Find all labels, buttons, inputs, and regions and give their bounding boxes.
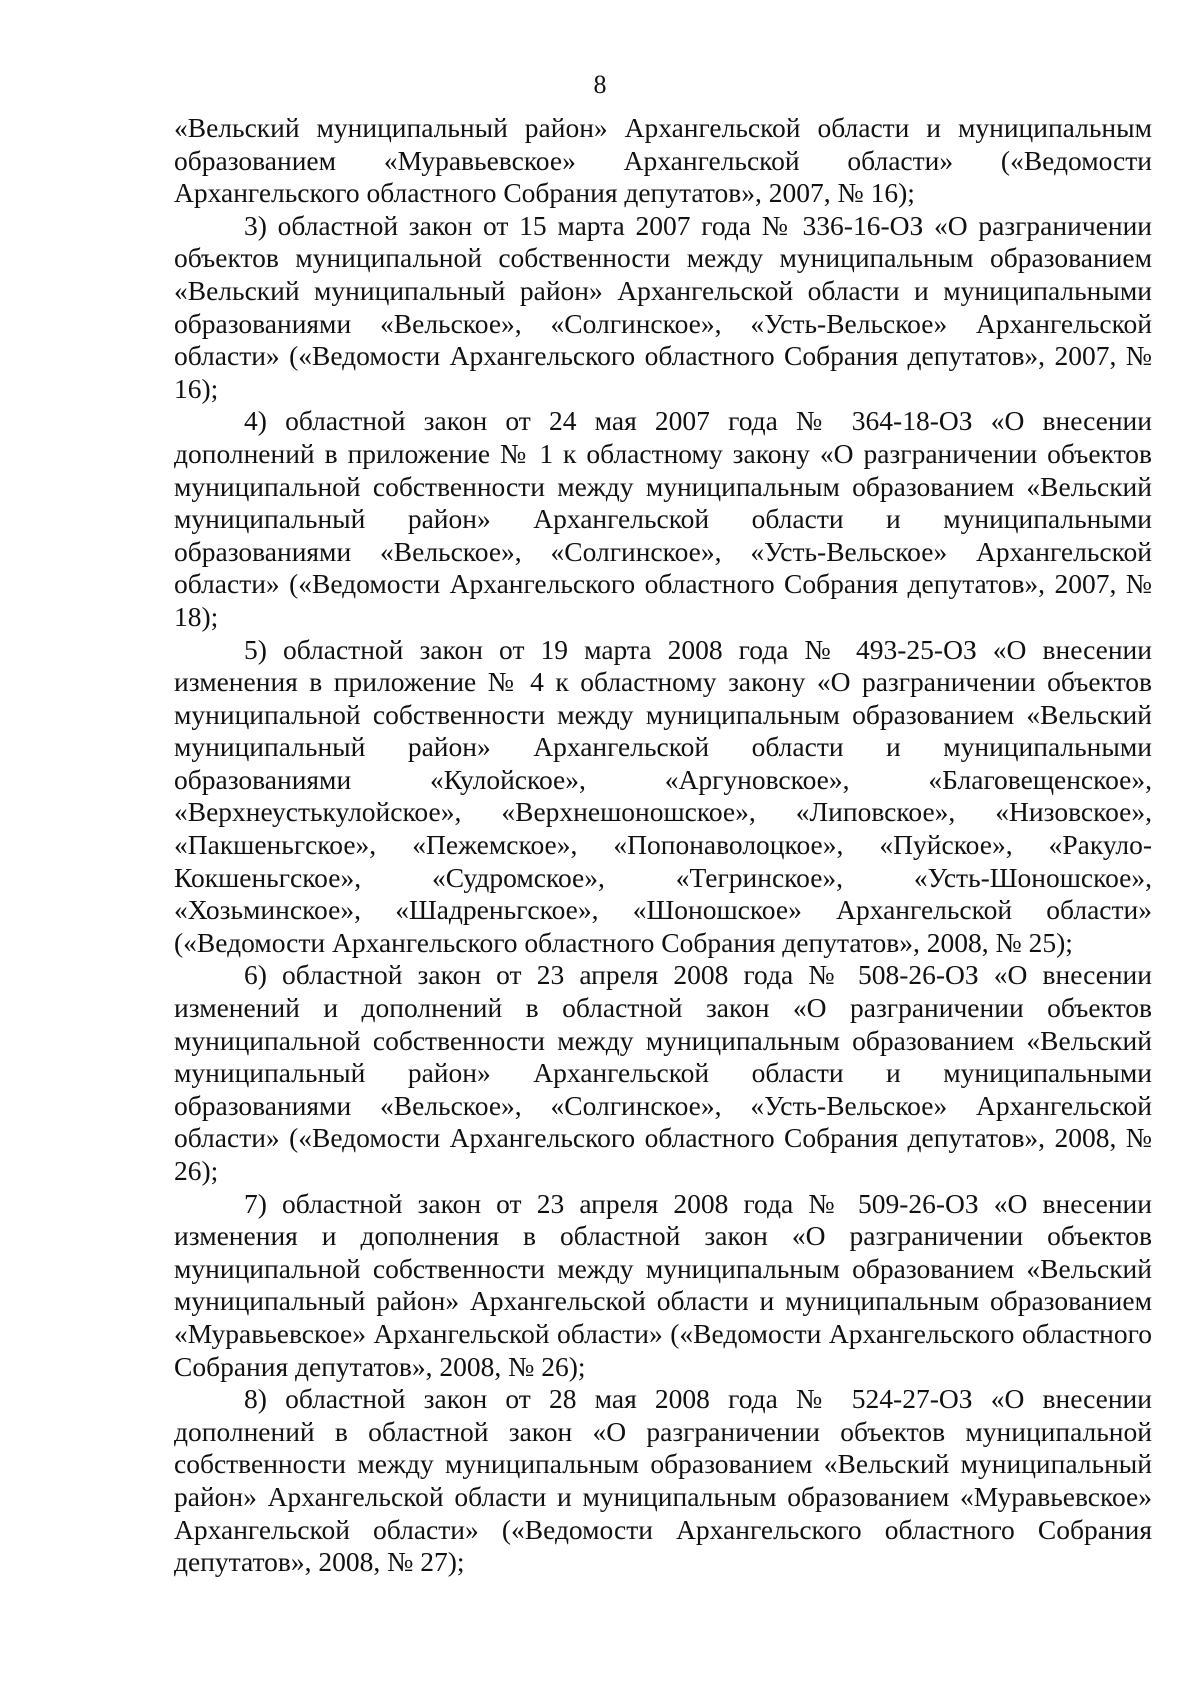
paragraph-item-8: 8) областной закон от 28 мая 2008 года № 524-27-ОЗ «О внесении дополнений в областной закон «О разграничении объектов муниципальной собственности между муниципальным образованием «Вельский муниципальный район» Архангельской области и муниципальным образованием «Муравьевское» Архангельской области» («Ведомости Архангельского областного Собрания депутатов», 2008, № 27); bbox=[174, 1383, 1152, 1578]
paragraph-item-6: 6) областной закон от 23 апреля 2008 года № 508-26-ОЗ «О внесении изменений и дополнений в областной закон «О разграничении объектов муниципальной собственности между муниципальным образованием «Вельский муниципальный район» Архангельской области и муниципальными образованиями «Вельское», «Солгинское», «Усть-Вельское» Архангельской области» («Ведомости Архангельского областного Собрания депутатов», 2008, № 26); bbox=[174, 959, 1152, 1186]
paragraph-item-7: 7) областной закон от 23 апреля 2008 года № 509-26-ОЗ «О внесении изменения и дополнения в областной закон «О разграничении объектов муниципальной собственности между муниципальным образованием «Вельский муниципальный район» Архангельской области и муниципальным образованием «Муравьевское» Архангельской области» («Ведомости Архангельского областного Собрания депутатов», 2008, № 26); bbox=[174, 1187, 1152, 1382]
paragraph-item-3: 3) областной закон от 15 марта 2007 года № 336-16-ОЗ «О разграничении объектов муниципальной собственности между муниципальным образованием «Вельский муниципальный район» Архангельской области и муниципальными образованиями «Вельское», «Солгинское», «Усть-Вельское» Архангельской области» («Ведомости Архангельского областного Собрания депутатов», 2007, № 16); bbox=[174, 209, 1152, 404]
paragraph-item-4: 4) областной закон от 24 мая 2007 года № 364-18-ОЗ «О внесении дополнений в приложение № 1 к областному закону «О разграничении объектов муниципальной собственности между муниципальным образованием «Вельский муниципальный район» Архангельской области и муниципальными образованиями «Вельское», «Солгинское», «Усть-Вельское» Архангельской области» («Ведомости Архангельского областного Собрания депутатов», 2007, № 18); bbox=[174, 405, 1152, 632]
page-number: 8 bbox=[593, 70, 607, 99]
paragraph-item-5: 5) областной закон от 19 марта 2008 года № 493-25-ОЗ «О внесении изменения в приложение № 4 к областному закону «О разграничении объектов муниципальной собственности между муниципальным образованием «Вельский муниципальный район» Архангельской области и муниципальными образованиями «Кулойское», «Аргуновское», «Благовещенское», «Верхнеустькулойское», «Верхнешоношское», «Липовское», «Низовское», «Пакшеньгское», «Пежемское», «Попонаволоцкое», «Пуйское», «Ракуло-Кокшеньгское», «Судромское», «Тегринское», «Усть-Шоношское», «Хозьминское», «Шадреньгское», «Шоношское» Архангельской области» («Ведомости Архангельского областного Собрания депутатов», 2008, № 25); bbox=[174, 633, 1152, 958]
paragraph-continuation: «Вельский муниципальный район» Архангельской области и муниципальным образованием «Муравьевское» Архангельской области» («Ведомости Архангельского областного Собрания депутатов», 2007, № 16); bbox=[174, 112, 1152, 209]
document-body bbox=[174, 112, 1152, 1579]
